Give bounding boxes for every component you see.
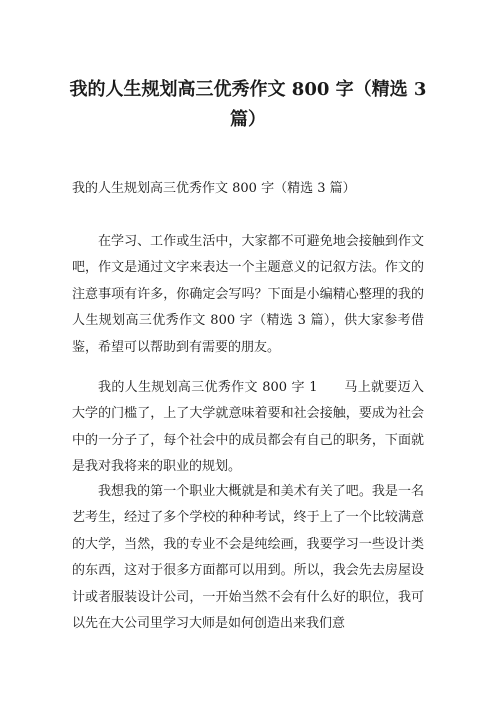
document-title: 我的人生规划高三优秀作文 800 字（精选 3 篇） [69, 79, 427, 130]
document-subtitle: 我的人生规划高三优秀作文 800 字（精选 3 篇） [72, 181, 356, 196]
essay-1-paragraph-2: 我想我的第一个职业大概就是和美术有关了吧。我是一名艺考生，经过了多个学校的种种考试，终于上了一个比较满意的大学，当然，我的专业不会是纯绘画，我要学习一些设计类的东西，这对于很多方面都可以用到。所以，我会先去房屋设计或者服装设计公司，一开始当然不会有什么好的职位，我可以先在大公司里学习大师是如何创造出来我们意 [72, 484, 424, 632]
intro-paragraph: 在学习、工作或生活中，大家都不可避免地会接触到作文吧，作文是通过文字来表达一个主题意义的记叙方法。作文的注意事项有许多，你确定会写吗？下面是小编精心整理的我的人生规划高三优秀作文 800 字（精选 3 篇），供大家参考借鉴，希望可以帮助到有需要的朋友。 [72, 234, 424, 355]
essay-1-paragraph: 我的人生规划高三优秀作文 800 字 1 马上就要迈入大学的门槛了，上了大学就意味着要和社会接触，要成为社会中的一分子了，每个社会中的成员都会有自己的职务，下面就是我对我将来的职业的规划。 [72, 380, 424, 475]
